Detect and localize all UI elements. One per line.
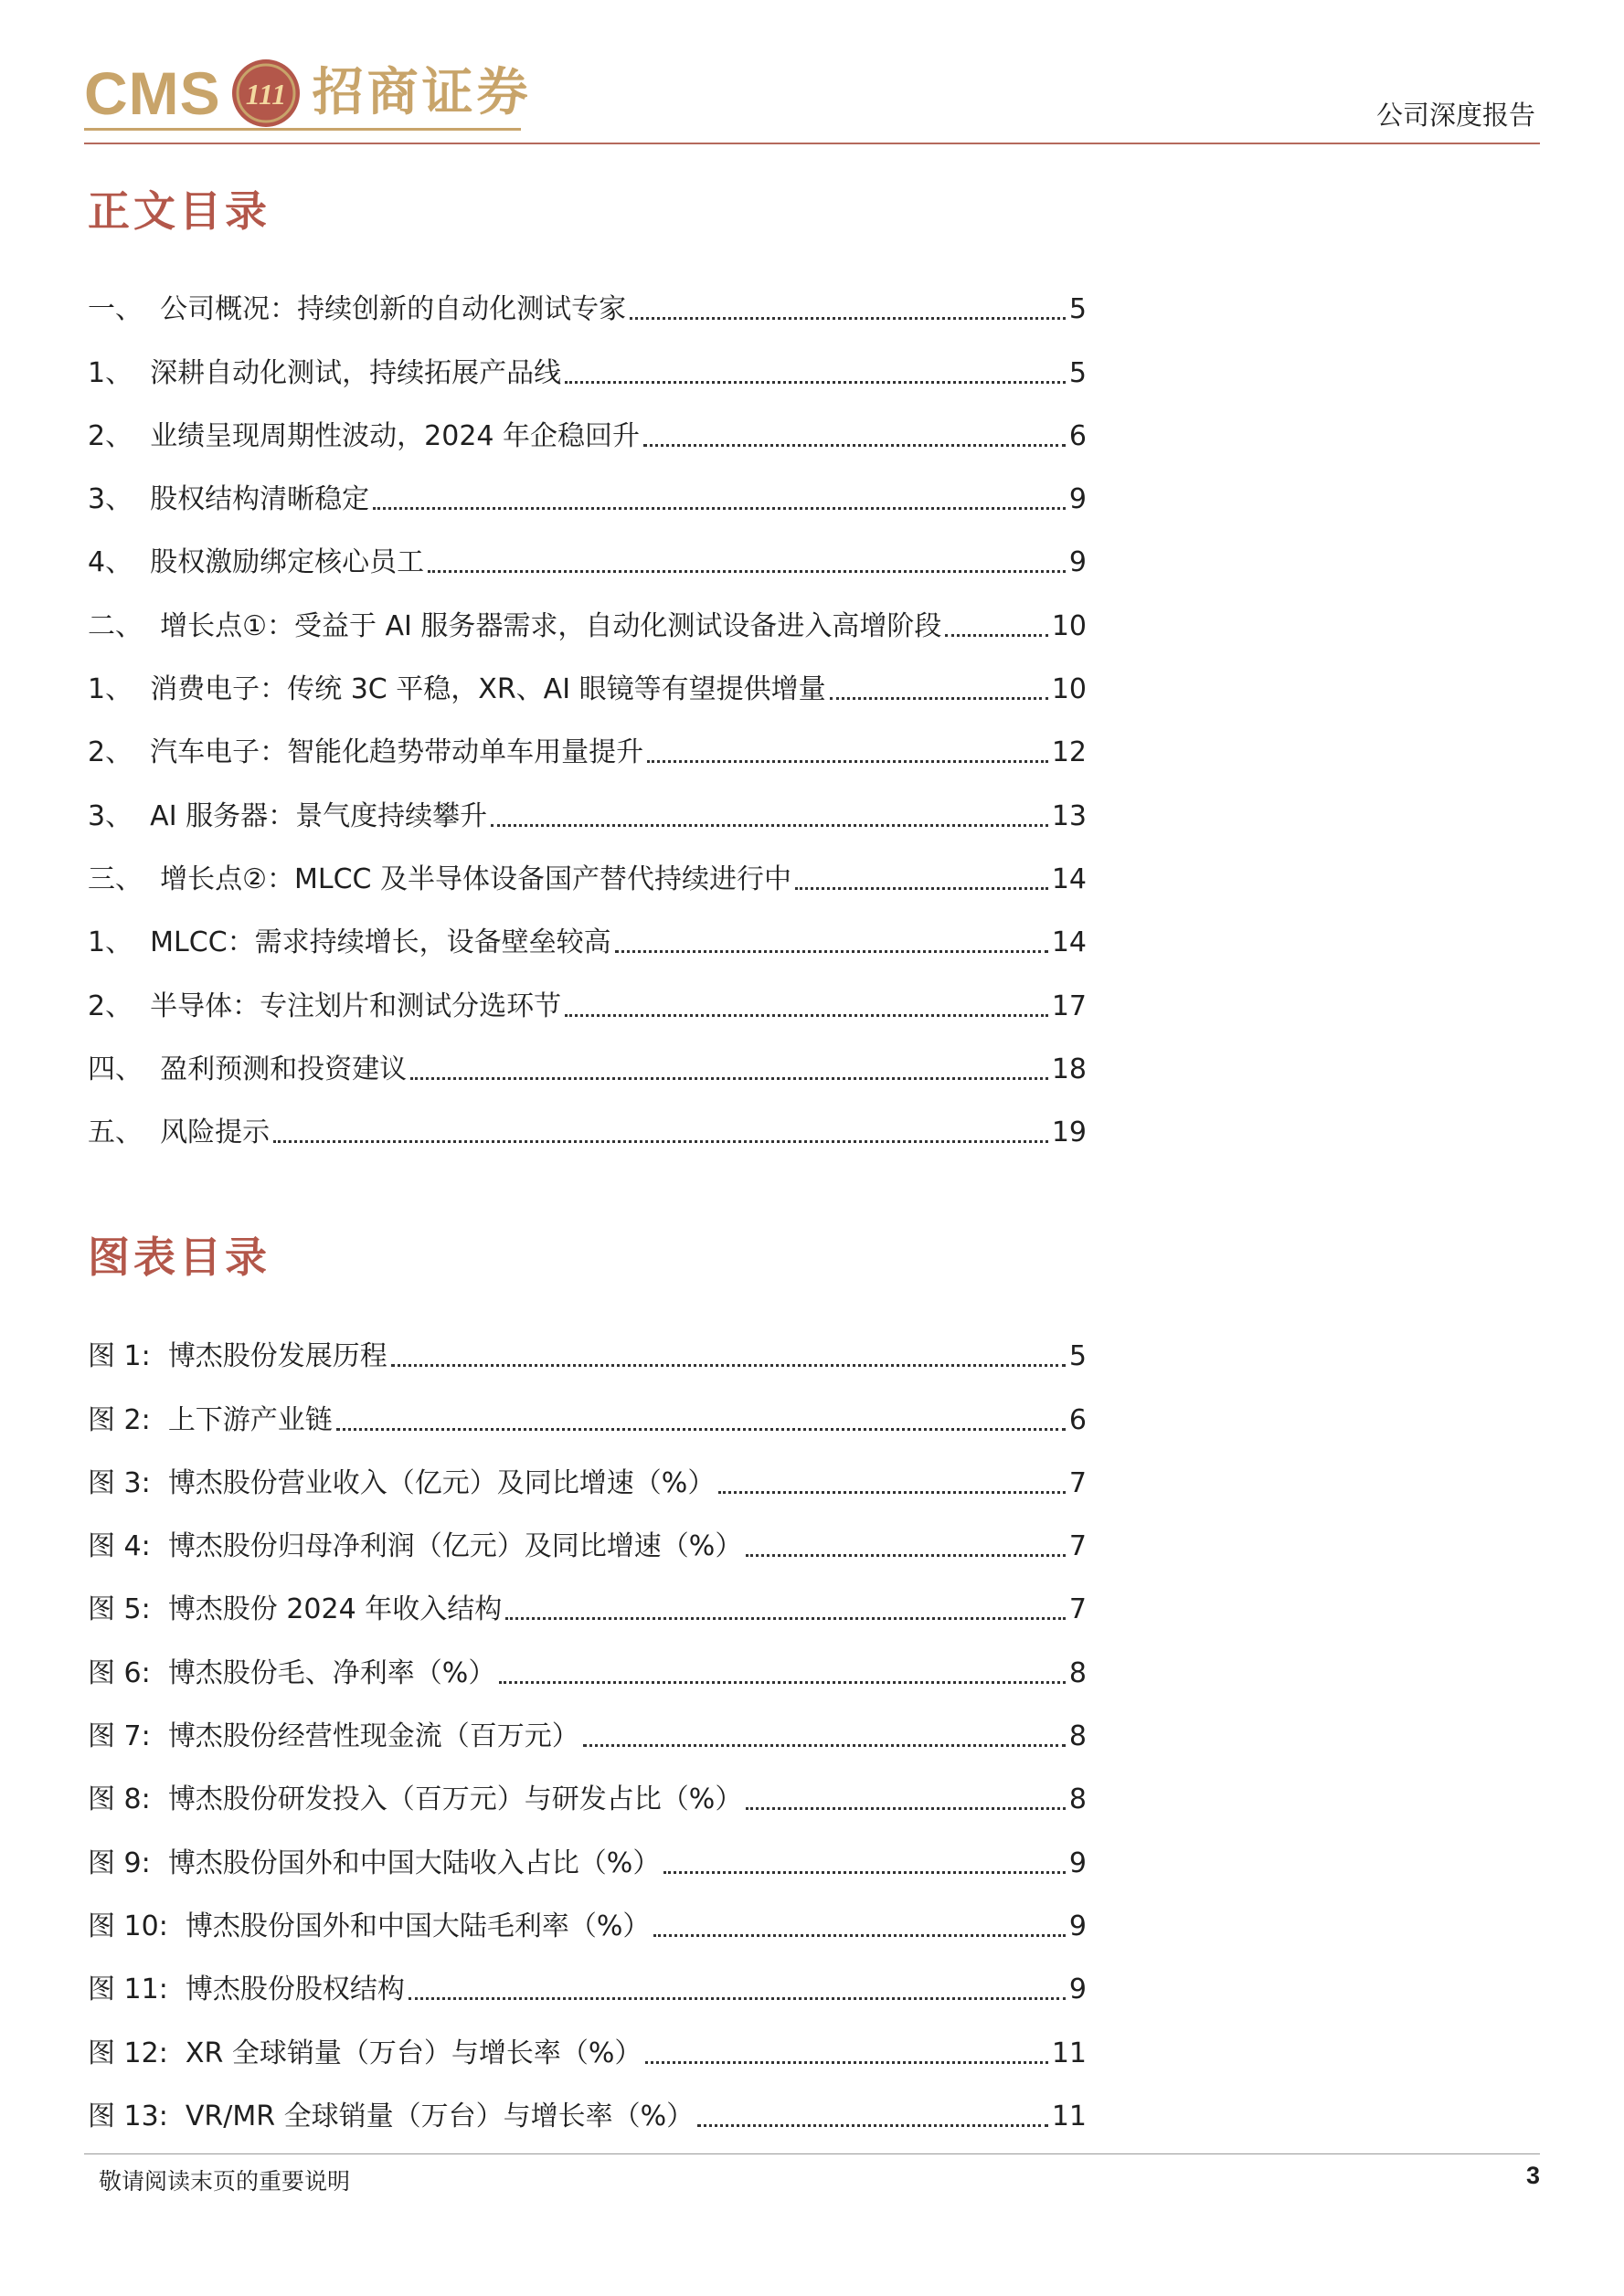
toc-entry-link[interactable] xyxy=(88,455,1087,518)
toc-entry-leader xyxy=(565,381,1066,384)
toc-entry-text: 博杰股份发展历程 xyxy=(167,1340,387,1373)
toc-entry-page: 9 xyxy=(1068,1910,1087,1942)
toc-entry-link[interactable] xyxy=(88,265,1087,328)
toc-entry-link[interactable] xyxy=(88,518,1087,581)
toc-entry-text: 盈利预测和投资建议 xyxy=(160,1053,408,1085)
toc-entry-text: AI 服务器：景气度持续攀升 xyxy=(150,799,488,832)
toc-entry-link[interactable] xyxy=(88,392,1087,455)
toc-entry-page: 7 xyxy=(1068,1466,1087,1499)
toc-entry-number: 图 1: xyxy=(88,1340,168,1373)
toc-entry-leader xyxy=(336,1428,1066,1431)
toc-entry-number: 图 13: xyxy=(88,2100,186,2132)
toc-entry-link[interactable] xyxy=(88,581,1087,644)
toc-entry-page: 13 xyxy=(1051,799,1087,832)
logo-badge-text: 111 xyxy=(245,78,286,111)
toc-entry-leader xyxy=(645,2061,1047,2064)
toc-entry-text: 增长点①：受益于 AI 服务器需求，自动化测试设备进入高增阶段 xyxy=(160,609,942,642)
toc-entry-page: 5 xyxy=(1068,293,1087,326)
toc-entry-link[interactable] xyxy=(88,835,1087,898)
main-toc-list xyxy=(88,265,1087,1151)
toc-entry-text: 博杰股份研发投入（百万元）与研发占比（%） xyxy=(167,1783,743,1816)
toc-entry-text: 股权结构清晰稳定 xyxy=(150,483,370,516)
toc-entry-number: 2、 xyxy=(88,989,151,1022)
toc-entry-text: 增长点②：MLCC 及半导体设备国产替代持续进行中 xyxy=(160,862,792,895)
toc-entry-link[interactable] xyxy=(88,1375,1087,1438)
toc-entry-link[interactable] xyxy=(88,1025,1087,1088)
toc-entry-page: 12 xyxy=(1051,736,1087,769)
page-number: 3 xyxy=(1525,2162,1540,2189)
toc-entry-text: XR 全球销量（万台）与增长率（%） xyxy=(185,2037,642,2069)
toc-entry-page: 8 xyxy=(1068,1656,1087,1689)
toc-entry-page: 9 xyxy=(1068,1973,1087,2006)
toc-entry-link[interactable] xyxy=(88,1692,1087,1755)
toc-entry-text: 博杰股份经营性现金流（百万元） xyxy=(167,1720,579,1753)
toc-entry-leader xyxy=(630,317,1066,320)
toc-entry-text: 业绩呈现周期性波动，2024 年企稳回升 xyxy=(150,419,641,452)
main-toc-title: 正文目录 xyxy=(88,186,271,236)
toc-entry-number: 图 4: xyxy=(88,1530,168,1563)
toc-entry-page: 7 xyxy=(1068,1593,1087,1626)
toc-entry-leader xyxy=(391,1364,1066,1367)
report-type-label: 公司深度报告 xyxy=(1375,100,1535,131)
toc-entry-page: 7 xyxy=(1068,1530,1087,1563)
toc-entry-text: 博杰股份国外和中国大陆收入占比（%） xyxy=(167,1846,661,1879)
toc-entry-page: 9 xyxy=(1068,546,1087,579)
toc-entry-leader xyxy=(505,1617,1066,1620)
toc-entry-number: 1、 xyxy=(88,926,151,959)
toc-entry-leader xyxy=(830,697,1048,700)
toc-entry-link[interactable] xyxy=(88,328,1087,391)
toc-entry-leader xyxy=(643,444,1066,447)
toc-entry-leader xyxy=(428,570,1066,573)
toc-entry-link[interactable] xyxy=(88,1818,1087,1881)
toc-entry-page: 5 xyxy=(1068,1340,1087,1373)
toc-entry-leader xyxy=(499,1681,1066,1684)
toc-entry-text: 消费电子：传统 3C 平稳，XR、AI 眼镜等有望提供增量 xyxy=(150,673,826,706)
toc-entry-page: 9 xyxy=(1068,1846,1087,1879)
toc-entry-text: 博杰股份营业收入（亿元）及同比增速（%） xyxy=(167,1466,716,1499)
toc-entry-number: 图 8: xyxy=(88,1783,168,1816)
toc-entry-text: 博杰股份 2024 年收入结构 xyxy=(167,1593,503,1626)
toc-entry-number: 图 2: xyxy=(88,1403,168,1436)
toc-entry-link[interactable] xyxy=(88,771,1087,834)
toc-entry-text: 上下游产业链 xyxy=(167,1403,333,1436)
toc-entry-text: VR/MR 全球销量（万台）与增长率（%） xyxy=(185,2100,695,2132)
toc-entry-link[interactable] xyxy=(88,2008,1087,2071)
toc-entry-number: 图 11: xyxy=(88,1973,186,2006)
toc-entry-text: 博杰股份归母净利润（亿元）及同比增速（%） xyxy=(167,1530,743,1563)
footer-disclaimer-note: 敬请阅读末页的重要说明 xyxy=(99,2168,351,2195)
toc-entry-leader xyxy=(647,760,1048,763)
toc-entry-link[interactable] xyxy=(88,1565,1087,1628)
toc-entry-text: 博杰股份股权结构 xyxy=(185,1973,405,2006)
toc-entry-link[interactable] xyxy=(88,1882,1087,1945)
toc-entry-leader xyxy=(565,1014,1048,1017)
toc-entry-leader xyxy=(583,1744,1066,1747)
toc-entry-link[interactable] xyxy=(88,645,1087,708)
brand-logo xyxy=(84,57,532,130)
toc-entry-number: 3、 xyxy=(88,799,151,832)
toc-entry-link[interactable] xyxy=(88,898,1087,961)
toc-entry-number: 图 12: xyxy=(88,2037,186,2069)
toc-entry-number: 4、 xyxy=(88,546,151,579)
toc-entry-link[interactable] xyxy=(88,1502,1087,1565)
toc-entry-text: 风险提示 xyxy=(160,1116,271,1149)
toc-entry-number: 一、 xyxy=(88,293,161,326)
toc-entry-page: 6 xyxy=(1068,1403,1087,1436)
toc-entry-link[interactable] xyxy=(88,1312,1087,1375)
figure-toc-title: 图表目录 xyxy=(88,1233,271,1282)
toc-entry-number: 三、 xyxy=(88,862,161,895)
toc-entry-page: 19 xyxy=(1051,1116,1087,1149)
toc-entry-text: 半导体：专注划片和测试分选环节 xyxy=(150,989,562,1022)
toc-entry-number: 3、 xyxy=(88,483,151,516)
toc-entry-link[interactable] xyxy=(88,1628,1087,1691)
toc-entry-page: 14 xyxy=(1051,926,1087,959)
logo-badge-icon xyxy=(230,58,302,129)
toc-entry-page: 10 xyxy=(1051,673,1087,706)
toc-entry-page: 5 xyxy=(1068,356,1087,389)
toc-entry-leader xyxy=(663,1871,1066,1874)
toc-entry-link[interactable] xyxy=(88,1088,1087,1151)
figure-toc-list xyxy=(88,1312,1087,2135)
toc-entry-text: 博杰股份毛、净利率（%） xyxy=(167,1656,496,1689)
toc-entry-text: 股权激励绑定核心员工 xyxy=(150,546,425,579)
toc-entry-leader xyxy=(718,1491,1066,1494)
toc-entry-page: 8 xyxy=(1068,1783,1087,1816)
toc-entry-page: 11 xyxy=(1051,2037,1087,2069)
header-divider xyxy=(84,143,1540,144)
toc-entry-leader xyxy=(273,1140,1048,1143)
toc-entry-page: 11 xyxy=(1051,2100,1087,2132)
toc-entry-page: 6 xyxy=(1068,419,1087,452)
toc-entry-number: 1、 xyxy=(88,356,151,389)
toc-entry-number: 2、 xyxy=(88,736,151,769)
toc-entry-link[interactable] xyxy=(88,1945,1087,2008)
toc-entry-number: 图 9: xyxy=(88,1846,168,1879)
toc-entry-number: 图 3: xyxy=(88,1466,168,1499)
toc-entry-text: 博杰股份国外和中国大陆毛利率（%） xyxy=(185,1910,651,1942)
toc-entry-leader xyxy=(373,507,1066,510)
toc-entry-leader xyxy=(697,2124,1048,2127)
toc-entry-leader xyxy=(746,1807,1066,1810)
toc-entry-number: 图 7: xyxy=(88,1720,168,1753)
toc-entry-leader xyxy=(945,634,1047,637)
toc-entry-leader xyxy=(795,887,1048,890)
toc-entry-link[interactable] xyxy=(88,1439,1087,1502)
toc-entry-text: 汽车电子：智能化趋势带动单车用量提升 xyxy=(150,736,644,769)
toc-entry-number: 二、 xyxy=(88,609,161,642)
toc-entry-leader xyxy=(746,1554,1066,1557)
toc-entry-number: 图 6: xyxy=(88,1656,168,1689)
toc-entry-leader xyxy=(491,824,1048,827)
toc-entry-number: 五、 xyxy=(88,1116,161,1149)
toc-entry-number: 图 5: xyxy=(88,1593,168,1626)
toc-entry-number: 四、 xyxy=(88,1053,161,1085)
toc-entry-link[interactable] xyxy=(88,708,1087,771)
toc-entry-leader xyxy=(615,950,1048,953)
toc-entry-link[interactable] xyxy=(88,961,1087,1024)
toc-entry-text: 深耕自动化测试，持续拓展产品线 xyxy=(150,356,562,389)
toc-entry-leader xyxy=(409,1997,1066,2000)
toc-entry-page: 9 xyxy=(1068,483,1087,516)
toc-entry-leader xyxy=(410,1077,1048,1080)
footer-divider xyxy=(84,2153,1540,2154)
toc-entry-link[interactable] xyxy=(88,1755,1087,1818)
toc-entry-text: 公司概况：持续创新的自动化测试专家 xyxy=(160,293,627,326)
toc-entry-link[interactable] xyxy=(88,2072,1087,2135)
toc-entry-number: 1、 xyxy=(88,673,151,706)
toc-entry-page: 17 xyxy=(1051,989,1087,1022)
logo-cms-text: CMS xyxy=(84,59,221,127)
toc-entry-page: 18 xyxy=(1051,1053,1087,1085)
toc-entry-text: MLCC：需求持续增长，设备壁垒较高 xyxy=(150,926,611,959)
toc-entry-page: 8 xyxy=(1068,1720,1087,1753)
toc-entry-leader xyxy=(653,1934,1066,1937)
logo-underline xyxy=(84,128,521,131)
toc-entry-page: 10 xyxy=(1051,609,1087,642)
toc-entry-page: 14 xyxy=(1051,862,1087,895)
logo-cn-text: 招商证券 xyxy=(312,63,532,122)
toc-entry-number: 2、 xyxy=(88,419,151,452)
toc-entry-number: 图 10: xyxy=(88,1910,186,1942)
